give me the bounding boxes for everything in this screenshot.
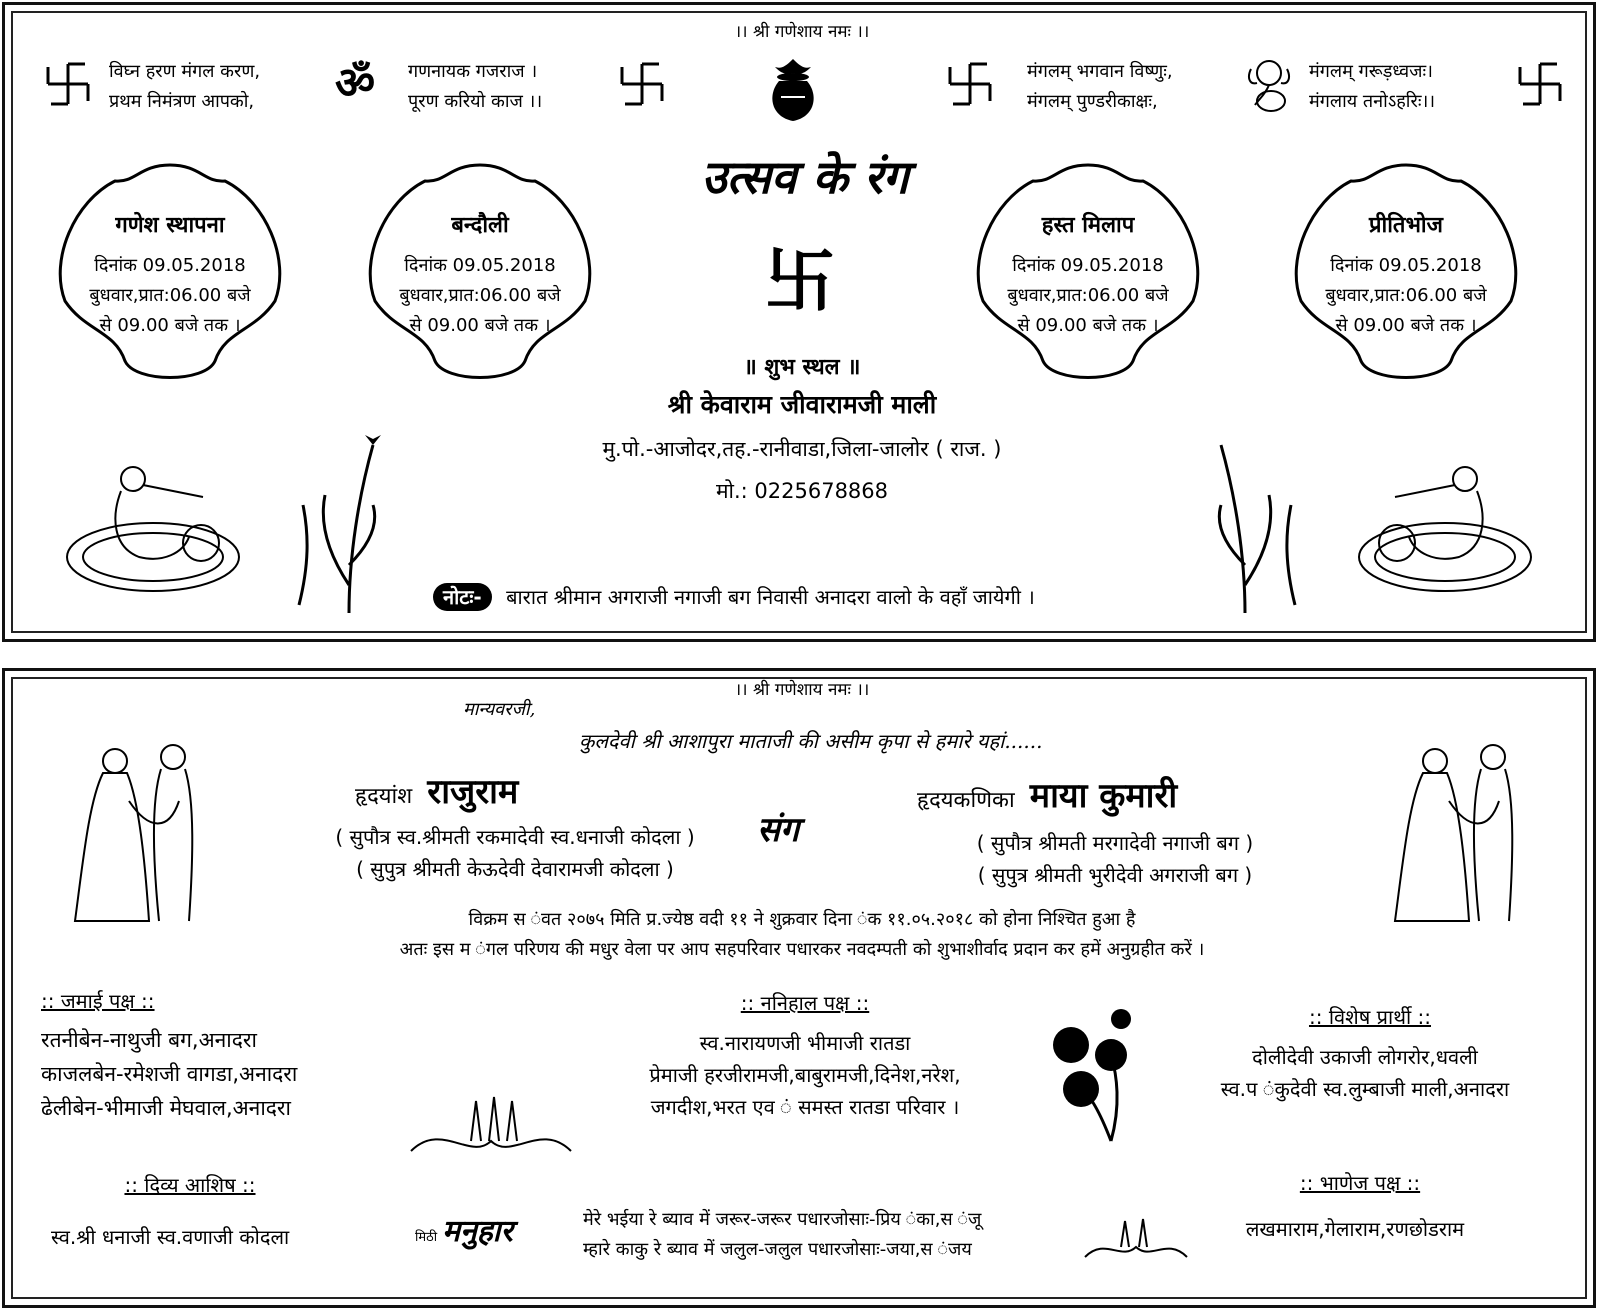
kalash-icon xyxy=(763,55,823,125)
note-text: बारात श्रीमान अगराजी नगाजी बग निवासी अनादरा वालो के वहाँ जायेगी । xyxy=(506,585,1035,609)
lily-flower-icon xyxy=(289,435,389,615)
barat-note xyxy=(433,583,1035,610)
venue-address: मु.पो.-आजोदर,तह.-रानीवाडा,जिला-जालोर ( राज. ) xyxy=(602,437,1002,461)
jamai-list xyxy=(41,1023,297,1125)
verse-line: मंगलम् पुण्डरीकाक्षः, xyxy=(1027,91,1158,112)
om-icon: ॐ xyxy=(335,58,376,109)
swastika-ornament-icon xyxy=(947,59,993,109)
list-item: लखमाराम,गेलाराम,रणछोडराम xyxy=(1245,1217,1465,1241)
groom-name-block xyxy=(355,767,518,813)
swastika-ornament-icon xyxy=(619,59,665,109)
event-title: हस्त मिलाप xyxy=(1041,213,1135,238)
groom-lineage-1: ( सुपौत्र स्व.श्रीमती रकमादेवी स्व.धनाजी कोदला ) xyxy=(335,825,695,849)
bride-lineage-2: ( सुपुत्र श्रीमती भुरीदेवी अगराजी बग ) xyxy=(977,863,1253,887)
note-label: नोटः- xyxy=(433,583,492,611)
jamai-heading: :: जमाई पक्ष :: xyxy=(41,989,155,1013)
flower-branch-icon xyxy=(1041,1005,1151,1145)
bride-lineage-1: ( सुपौत्र श्रीमती मरगादेवी नगाजी बग ) xyxy=(976,831,1254,855)
list-item: ढेलीबेन-भीमाजी मेघवाल,अनादरा xyxy=(41,1096,291,1120)
event-day-time: बुधवार,प्रात:06.00 बजे xyxy=(399,285,561,306)
event-date: दिनांक 09.05.2018 xyxy=(404,255,556,276)
list-item: जगदीश,भरत एव ं समस्त रातडा परिवार । xyxy=(650,1095,960,1119)
event-title: प्रीतिभोज xyxy=(1369,213,1443,238)
bhanej-list xyxy=(1185,1215,1525,1242)
event-card-panel xyxy=(2,2,1596,642)
invocation: ।। श्री गणेशाय नमः ।। xyxy=(734,680,870,700)
groom-name: राजुराम xyxy=(427,772,519,812)
verse-line: प्रथम निमंत्रण आपको, xyxy=(109,91,255,112)
event-date: दिनांक 09.05.2018 xyxy=(1012,255,1164,276)
venue-heading: ॥ शुभ स्थल ॥ xyxy=(743,355,861,380)
vishesh-list xyxy=(1165,1041,1565,1105)
list-item: दोलीदेवी उकाजी लोगरोर,धवली xyxy=(1252,1045,1478,1069)
bride-prefix: हृदयकणिका xyxy=(917,788,1015,813)
intro-line: कुलदेवी श्री आशापुरा माताजी की असीम कृपा से हमारे यहां...... xyxy=(579,729,1043,753)
nanihal-list xyxy=(585,1027,1025,1123)
swastika-ornament-icon xyxy=(1517,59,1563,109)
wedding-date-line: विक्रम स ंवत २०७५ मिति प्र.ज्येष्ठ वदी ११ ने शुक्रवार दिना ंक ११.०५.२०१८ को होना निश्चित हुआ है xyxy=(468,909,1136,930)
shehnai-player-illustration-icon xyxy=(63,457,243,597)
event-day-time: बुधवार,प्रात:06.00 बजे xyxy=(1325,285,1487,306)
event-card-pritibhoj xyxy=(1291,161,1521,361)
list-item: स्व.नारायणजी भीमाजी रातडा xyxy=(699,1031,911,1055)
invitation-panel xyxy=(2,668,1596,1308)
verse-right-b xyxy=(1309,57,1435,117)
invocation: ।। श्री गणेशाय नमः ।। xyxy=(734,22,870,42)
verse-line: मंगलाय तनोऽहरिः।। xyxy=(1309,91,1436,112)
manuhar-small: मिठी xyxy=(415,1230,438,1245)
ganesha-icon xyxy=(1245,55,1293,115)
event-time-end: से 09.00 बजे तक । xyxy=(99,315,241,336)
manuhar-lines xyxy=(583,1205,981,1265)
venue-phone: मो.: 0225678868 xyxy=(715,479,889,503)
verse-right-a xyxy=(1027,57,1173,117)
verse-left xyxy=(109,57,260,117)
list-item: प्रेमाजी हरजीरामजी,बाबुरामजी,दिनेश,नरेश, xyxy=(649,1063,961,1087)
decorative-lamps-icon xyxy=(401,1091,581,1171)
verse-line: पूरण करियो काज ।। xyxy=(408,91,543,112)
verse-mid xyxy=(408,57,542,117)
list-item: स्व.प ंकुदेवी स्व.लुम्बाजी माली,अनादरा xyxy=(1220,1077,1510,1101)
groom-prefix: हृदयांश xyxy=(355,784,413,809)
decorative-lamps-icon xyxy=(1081,1217,1191,1267)
lily-flower-icon xyxy=(1205,435,1305,615)
manuhar-line: म्हारे काकु रे ब्याव में जलुल-जलुल पधारजोसाः-जया,स ंजय xyxy=(583,1239,972,1260)
bhanej-heading: :: भाणेज पक्ष :: xyxy=(1299,1171,1421,1195)
event-date: दिनांक 09.05.2018 xyxy=(1330,255,1482,276)
verse-line: मंगलम् गरूड़ध्वजः। xyxy=(1309,61,1433,82)
venue-name: श्री केवाराम जीवारामजी माली xyxy=(667,390,937,419)
swastika-ornament-icon xyxy=(45,59,91,109)
sang-logo: संग xyxy=(757,810,800,850)
utsav-ke-rang-logo: उत्सव के रंग xyxy=(701,150,909,204)
bride-name: माया कुमारी xyxy=(1029,776,1178,816)
divya-heading: :: दिव्य आशिष :: xyxy=(124,1173,256,1197)
divya-list xyxy=(51,1223,289,1250)
event-time-end: से 09.00 बजे तक । xyxy=(1017,315,1159,336)
verse-line: मंगलम् भगवान विष्णुः, xyxy=(1027,61,1173,82)
event-day-time: बुधवार,प्रात:06.00 बजे xyxy=(89,285,251,306)
manuhar-big: मनुहार xyxy=(442,1214,513,1249)
event-day-time: बुधवार,प्रात:06.00 बजे xyxy=(1007,285,1169,306)
event-card-bandauli xyxy=(365,161,595,361)
event-title: गणेश स्थापना xyxy=(115,213,225,238)
event-card-ganesh-sthapana xyxy=(55,161,285,361)
mithi-manuhar-logo xyxy=(415,1209,513,1250)
swastika-icon: 卐 xyxy=(765,240,835,322)
event-card-hast-milap xyxy=(973,161,1203,361)
groom-lineage-2: ( सुपुत्र श्रीमती केऊदेवी देवारामजी कोदला ) xyxy=(356,857,674,881)
event-time-end: से 09.00 बजे तक । xyxy=(1335,315,1477,336)
event-time-end: से 09.00 बजे तक । xyxy=(409,315,551,336)
list-item: काजलबेन-रमेशजी वागडा,अनादरा xyxy=(41,1062,298,1086)
blessing-line: अतः इस म ंगल परिणय की मधुर वेला पर आप सहपरिवार पधारकर नवदम्पती को शुभाशीर्वाद प्रदान कर हमें अनुग्रहीत करें । xyxy=(399,939,1205,960)
vishesh-heading: :: विशेष प्रार्थी :: xyxy=(1308,1005,1431,1029)
list-item: स्व.श्री धनाजी स्व.वणाजी कोदला xyxy=(51,1225,290,1249)
shehnai-player-illustration-icon xyxy=(1355,457,1535,597)
event-title: बन्दौली xyxy=(451,213,509,238)
bride-name-block xyxy=(917,771,1177,817)
nanihal-heading: :: ननिहाल पक्ष :: xyxy=(740,991,870,1015)
list-item: रतनीबेन-नाथुजी बग,अनादरा xyxy=(41,1028,257,1052)
salutation: मान्यवरजी, xyxy=(463,699,536,720)
verse-line: विघ्न हरण मंगल करण, xyxy=(109,61,261,82)
event-date: दिनांक 09.05.2018 xyxy=(94,255,246,276)
verse-line: गणनायक गजराज । xyxy=(408,61,538,82)
manuhar-line: मेरे भईया रे ब्याव में जरूर-जरूर पधारजोसाः-प्रिय ंका,स ंजू xyxy=(583,1209,982,1230)
